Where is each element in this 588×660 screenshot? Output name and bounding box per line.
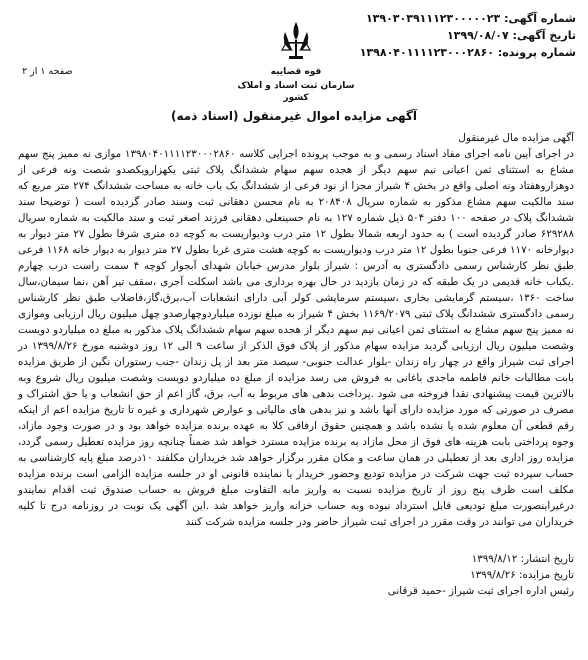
org-name-line1: قوه قضاییه xyxy=(270,67,322,77)
notice-date: تاریخ آگهی: ۱۳۹۹/۰۸/۰۷ xyxy=(446,29,576,42)
auction-date: تاریخ مزایده: ۱۳۹۹/۸/۲۶ xyxy=(470,569,574,581)
notice-footer xyxy=(174,551,574,599)
judiciary-emblem-icon xyxy=(273,18,319,64)
notice-intro: آگهی مزایده مال غیرمنقول xyxy=(458,132,574,144)
file-number: شماره پرونده: ۱۳۹۸۰۴۰۱۱۱۱۲۳۰۰۰۲۸۶۰ xyxy=(359,46,576,59)
publish-date: تاریخ انتشار: ۱۳۹۹/۸/۱۲ xyxy=(471,553,574,565)
notice-number: شماره آگهی: ۱۳۹۰۳۰۳۹۱۱۱۲۳۰۰۰۰۰۲۳ xyxy=(365,12,576,25)
notice-meta xyxy=(346,10,576,61)
org-name-line2: سازمان ثبت اسناد و املاک کشور xyxy=(237,81,355,103)
organization-logo xyxy=(226,18,366,104)
signatory: رئیس اداره اجرای ثبت شیراز -حمید قرقانی xyxy=(387,585,574,597)
notice-title: آگهی مزایده اموال غیرمنقول (اسناد ذمه) xyxy=(171,109,417,123)
notice-body xyxy=(18,130,574,530)
page-indicator: صفحه ۱ از ۲ xyxy=(22,66,73,77)
notice-paragraph: در اجرای آیین نامه اجرای مفاد اسناد رسمی و به موجب پرونده اجرایی کلاسه ۱۳۹۸۰۴۰۱۱۱۱۲۳۰۰۰۲۸۶۰ موازی نه ممیز پنج سهم مشاع به استثنای ثمن اعیانی نیم سهم دیگر از هجده سهم سهام ششدانگ پلاک ثبتی یکهزارویکصدو شصت ونه فرعی از دوهزاروهفتاد ونه اصلی واقع در بخش ۴ شیراز مجزا از نود فرعی از ششدانگ یک باب خانه به مساحت ششدانگ ۲۷۴ متر مربع که سند مالکیت سهم مشاع مذکور به شماره سریال ۲۰۸۴۰۸ به نام محسن دهقانی ثبت وسند صادر گردیده است ( توضیحا سند ششدانگ پلاک در صفحه ۱۰۰ دفتر ۵۰۴ ذیل شماره ۱۲۷ به نام حسینعلی دهقانی فرزند اصغر ثبت و سند مالکیت به شماره سریال ۶۲۹۲۸۸ صادر گردیده است ) به حدود اربعه شمالا بطول ۱۲ متر درب ودیواریست به کوچه ده متری شرقا بطول ۲۷ متر دیوار به دیوارخانه ۱۱۷۰ فرعی جنوبا بطول ۱۲ متر درب ودیواریست به کوچه هشت متری غربا بطول ۲۷ متر دیوار به دیوار خانه ۱۱۶۸ فرعی طبق نظر کارشناس رسمی دادگستری به آدرس : شیراز بلوار مدرس خیابان شهدای آبجوار کوچه ۴ سمت راست درب چهارم .یکباب خانه قدیمی در یک طبقه که در زمان بازدید در حال بهره برداری می باشد اسکلت آجری ،سقف تیر آهن ،نما سیمان،سال ساخت ۱۳۶۰ ،سیستم گرمایشی بخاری ،سیستم سرمایشی کولر آبی دارای انشعابات آب،برق،گاز،فاضلاب طبق نظر کارشناس رسمی دادگستری ششدانگ پلاک ثبتی ۱۱۶۹/۲۰۷۹ بخش ۴ شیراز به مبلغ نوزده میلیاردوچهارصدو چهل میلیون ریال ارزیابی وموازی نه ممیز پنج سهم مشاع به استثنای ثمن اعیانی نیم سهم دیگر از هجده سهم سهام ششدانگ پلاک مذکور به مبلغ ده میلیاردو دویست وشصت میلیون ریال ارزیابی گردید مزایده سهام مذکور از پلاک فوق الذکر از ساعت ۹ الی ۱۲ روز دوشنبه مورخ ۱۳۹۹/۸/۲۶ در اجرای ثبت شیراز واقع در چهار راه زندان -بلوار عدالت جنوبی- سیصد متر بعد از پل زندان -جنب رستوران نگین از طریق مزایده بابت مطالبات خانم فاطمه ماجدی باغانی به فروش می رسد مزایده از مبلغ ده میلیاردو دویست وشصت میلیون ریال شروع وبه بالاترین قیمت پیشنهادی نقدا فروخته می شود .پرداخت بدهی های مربوط به آب، برق، گاز اعم از حق انشعاب و یا حق اشتراک و مصرف در صورتی که مورد مزایده دارای آنها باشد و نیز بدهی های مالیاتی و عوارض شهرداری و غیره تا تاریخ مزایده اعم از اینکه رقم قطعی آن معلوم شده یا نشده باشد و همچنین حقوق ارفاقی کلا به عهده برنده مزایده خواهد بود و در صورت وجود مازاد، وجوه پرداختی بابت هزینه های فوق از محل مازاد به برنده مزایده مسترد خواهد شد ضمناً چنانچه روز مزایده تعطیل رسمی گردد، مزایده روز اداری بعد از تعطیلی در همان ساعت و مکان مقرر برگزار خواهد شد خریداران مکلفند ۱۰درصد مبلغ پایه کارشناسی به حساب سپرده ثبت جهت شرکت در مزایده تودیع وحضور خریدار یا نماینده قانونی او در جلسه مزایده الزامی است برنده مزایده مکلف است ظرف پنج روز از تاریخ مزایده نسبت به واریز مابه التفاوت مبلغ فروش به حساب صندوق ثبت اقدام نمایندو درغیراینصورت مبلغ تودیعی قابل استرداد نبوده وبه حساب خزانه واریز خواهد شد .این آگهی یک نوبت در روزنامه درج تا کلیه خریداران می توانند در وقت مقرر در اجرای ثبت شیراز حاضر ودر جلسه مزایده شرکت کنند xyxy=(18,148,575,528)
